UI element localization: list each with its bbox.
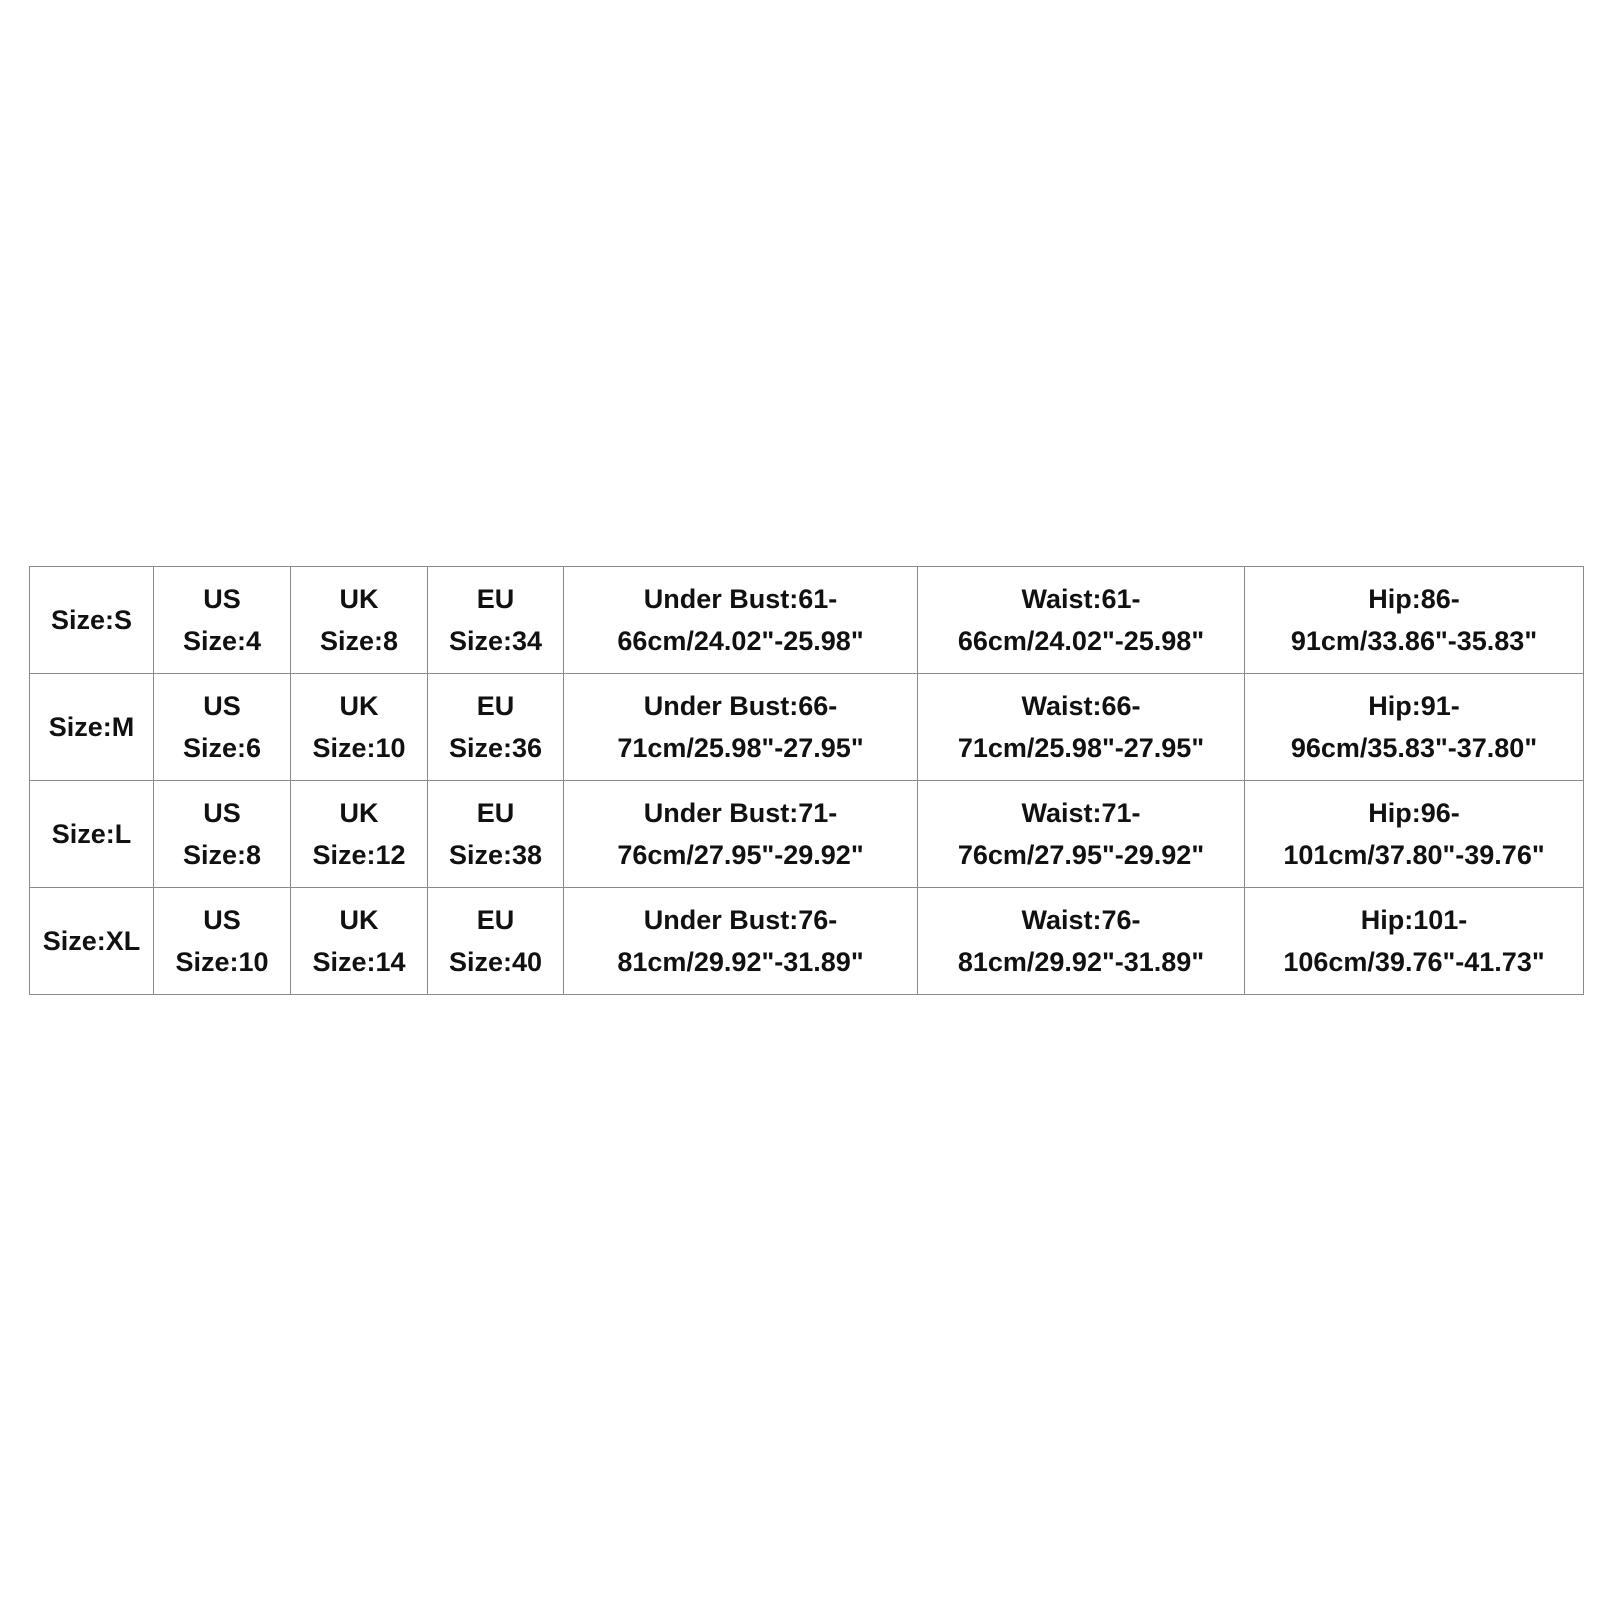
eu-size-cell: EU Size:40	[428, 888, 564, 995]
under-bust-cell: Under Bust:76- 81cm/29.92"-31.89"	[564, 888, 918, 995]
uk-size-cell: UK Size:8	[291, 567, 428, 674]
waist-cell: Waist:76- 81cm/29.92"-31.89"	[918, 888, 1245, 995]
table-row-size-xl	[30, 888, 1584, 995]
uk-size-cell: UK Size:12	[291, 781, 428, 888]
table-row-size-l	[30, 781, 1584, 888]
us-size-cell: US Size:8	[154, 781, 291, 888]
size-cell: Size:S	[30, 567, 154, 674]
uk-size-cell: UK Size:14	[291, 888, 428, 995]
hip-cell: Hip:86- 91cm/33.86"-35.83"	[1245, 567, 1584, 674]
hip-cell: Hip:101- 106cm/39.76"-41.73"	[1245, 888, 1584, 995]
eu-size-cell: EU Size:38	[428, 781, 564, 888]
eu-size-cell: EU Size:36	[428, 674, 564, 781]
waist-cell: Waist:66- 71cm/25.98"-27.95"	[918, 674, 1245, 781]
us-size-cell: US Size:4	[154, 567, 291, 674]
table-row-size-m	[30, 674, 1584, 781]
under-bust-cell: Under Bust:61- 66cm/24.02"-25.98"	[564, 567, 918, 674]
waist-cell: Waist:71- 76cm/27.95"-29.92"	[918, 781, 1245, 888]
hip-cell: Hip:91- 96cm/35.83"-37.80"	[1245, 674, 1584, 781]
size-chart-table	[29, 566, 1584, 995]
us-size-cell: US Size:10	[154, 888, 291, 995]
hip-cell: Hip:96- 101cm/37.80"-39.76"	[1245, 781, 1584, 888]
uk-size-cell: UK Size:10	[291, 674, 428, 781]
size-cell: Size:M	[30, 674, 154, 781]
under-bust-cell: Under Bust:66- 71cm/25.98"-27.95"	[564, 674, 918, 781]
size-cell: Size:XL	[30, 888, 154, 995]
under-bust-cell: Under Bust:71- 76cm/27.95"-29.92"	[564, 781, 918, 888]
us-size-cell: US Size:6	[154, 674, 291, 781]
eu-size-cell: EU Size:34	[428, 567, 564, 674]
size-cell: Size:L	[30, 781, 154, 888]
table-row-size-s	[30, 567, 1584, 674]
waist-cell: Waist:61- 66cm/24.02"-25.98"	[918, 567, 1245, 674]
